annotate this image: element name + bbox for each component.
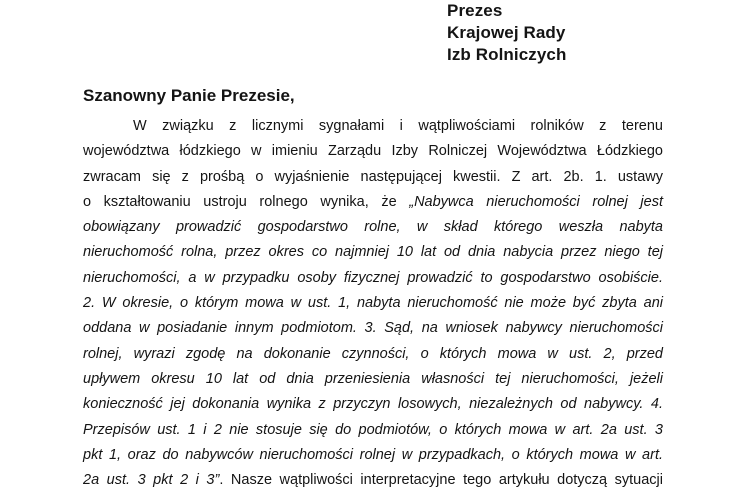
body-line-6: nieruchomość rolna, przez okres co najmniej 10 lat od dnia nabycia przez niego tej bbox=[83, 244, 663, 261]
body-line-15 bbox=[83, 468, 663, 493]
addressee-line-title: Prezes bbox=[447, 1, 503, 20]
body-line-13: Przepisów ust. 1 i 2 nie stosuje się do podmiotów, o których mowa w art. 2a ust. 3 bbox=[83, 421, 663, 438]
addressee-line-council: Krajowej Rady bbox=[447, 23, 566, 42]
addressee-block bbox=[447, 0, 566, 66]
body-line-15-plain: . Nasze wątpliwości interpretacyjne tego artykułu dotyczą sytuacji bbox=[219, 472, 664, 489]
body-line-3: zwracam się z prośbą o wyjaśnienie następującej kwestii. Z art. 2b. 1. ustawy bbox=[83, 168, 663, 185]
body-line-2: województwa łódzkiego w imieniu Zarządu Izby Rolniczej Województwa Łódzkiego bbox=[83, 143, 663, 160]
body-line-5: obowiązany prowadzić gospodarstwo rolne, w skład którego weszła nabyta bbox=[83, 219, 663, 236]
salutation: Szanowny Panie Prezesie, bbox=[83, 86, 295, 105]
body-line-12: konieczność jej dokonania wynika z przyczyn losowych, niezależnych od nabywcy. 4. bbox=[83, 396, 663, 413]
body-line-9: oddana w posiadanie innym podmiotom. 3. Sąd, na wniosek nabywcy nieruchomości bbox=[83, 320, 663, 337]
body-line-14: pkt 1, oraz do nabywców nieruchomości rolnej w przypadkach, o których mowa w art. bbox=[83, 446, 663, 463]
body-line-1: W związku z licznymi sygnałami i wątpliwościami rolników z terenu bbox=[133, 118, 663, 134]
body-line-4-quote: „Nabywca nieruchomości rolnej jest bbox=[409, 193, 663, 210]
letter-body bbox=[83, 114, 663, 493]
body-line-4 bbox=[83, 190, 663, 215]
body-line-10: rolnej, wyrazi zgodę na dokonanie czynności, o których mowa w ust. 2, przed bbox=[83, 345, 663, 362]
body-line-8: 2. W okresie, o którym mowa w ust. 1, nabyta nieruchomość nie może być zbyta ani bbox=[83, 295, 663, 312]
body-line-4-plain: o kształtowaniu ustroju rolnego wynika, że bbox=[83, 193, 410, 210]
body-line-7: nieruchomości, a w przypadku osoby fizycznej prowadzić to gospodarstwo osobiście. bbox=[83, 269, 663, 286]
body-line-15-quote-end: 2a ust. 3 pkt 2 i 3” bbox=[83, 472, 220, 489]
body-line-11: upływem okresu 10 lat od dnia przeniesienia własności tej nieruchomości, jeżeli bbox=[83, 370, 663, 387]
addressee-line-chambers: Izb Rolniczych bbox=[447, 45, 567, 64]
